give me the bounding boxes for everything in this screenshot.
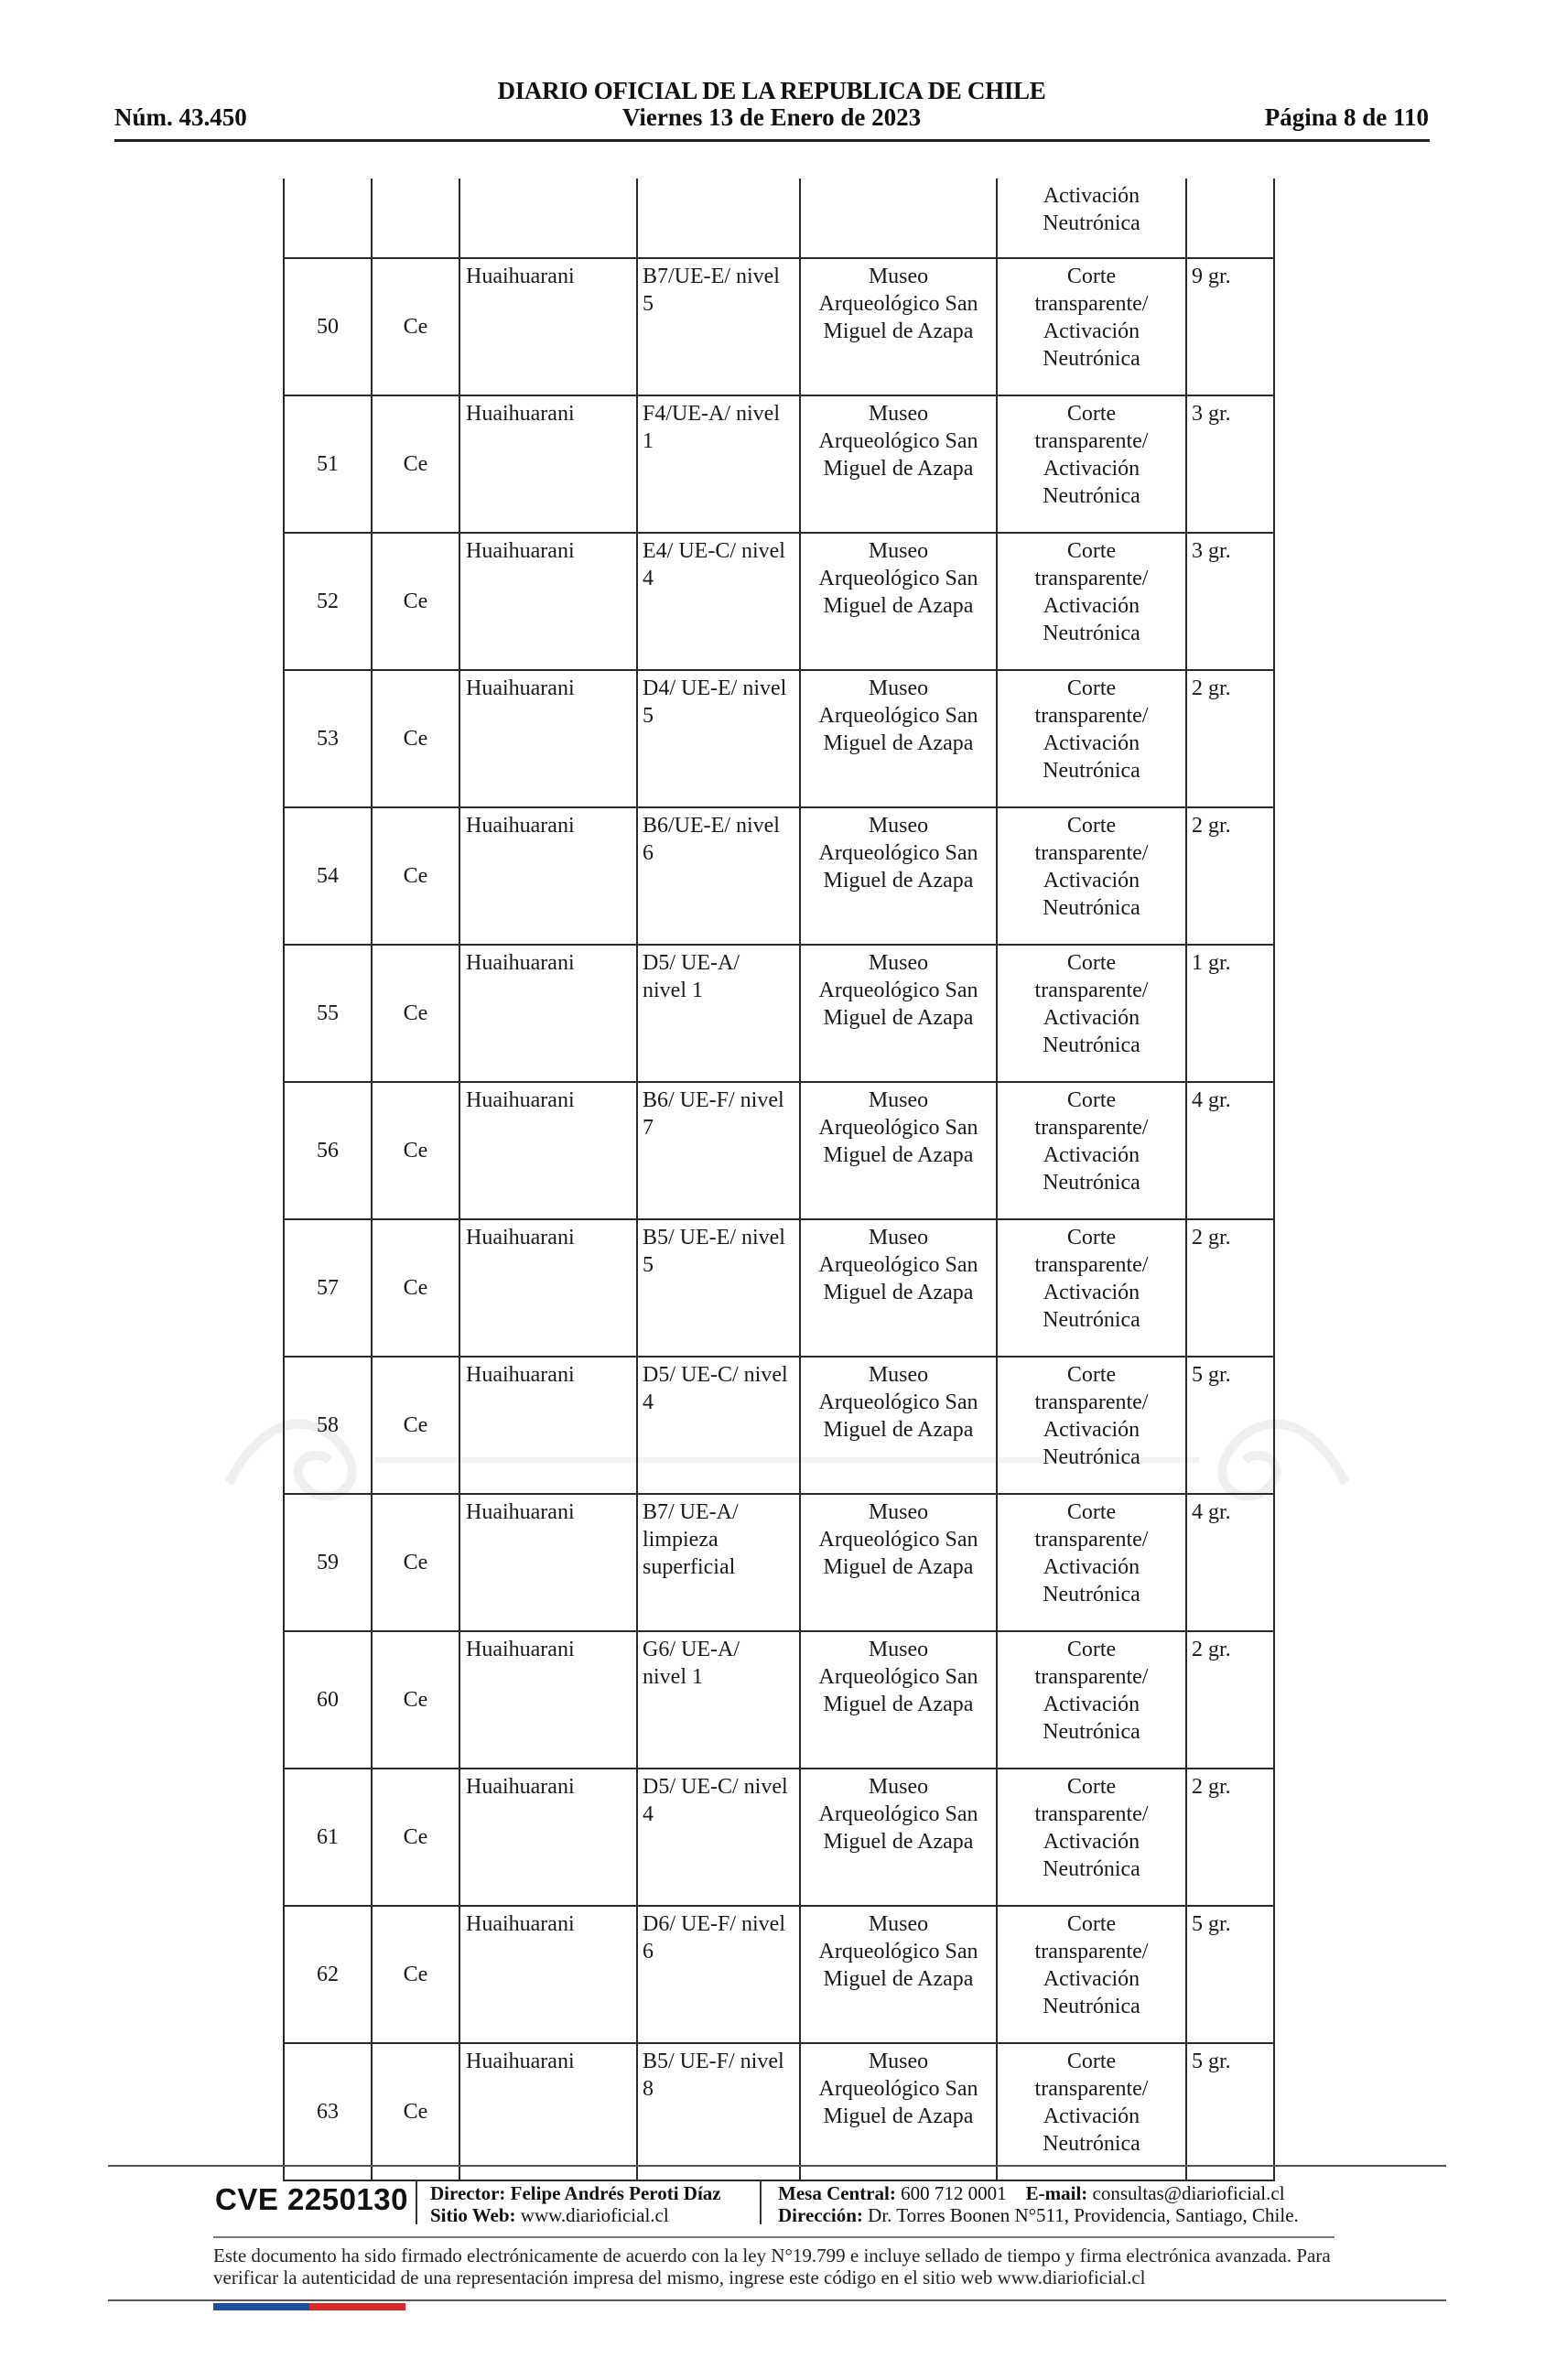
cell-line: Activación <box>1043 731 1140 755</box>
cell-line: Corte <box>1066 2050 1117 2073</box>
weight-cell: 1 gr. <box>1186 945 1274 1082</box>
site-cell: Huaihuarani <box>459 533 637 670</box>
site-cell: Huaihuarani <box>459 1082 637 1219</box>
email-link[interactable]: consultas@diarioficial.cl <box>1092 2182 1285 2204</box>
cell-line: Miguel de Azapa <box>823 457 974 481</box>
cell-line: 5 <box>643 1253 654 1277</box>
location-cell <box>637 945 800 1082</box>
cell-line: Neutrónica <box>1043 1171 1140 1195</box>
table-row <box>284 1631 1274 1769</box>
method-cell <box>997 945 1186 1082</box>
cell-line: Corte <box>1066 951 1117 975</box>
cell-line: Neutrónica <box>1043 896 1140 920</box>
method-cell <box>997 395 1186 533</box>
method-cell <box>997 1494 1186 1631</box>
element-symbol: Ce <box>372 1357 459 1494</box>
cell-line: Activación <box>1043 1830 1140 1854</box>
table-row <box>284 1494 1274 1631</box>
cell-line: transparente/ <box>1034 292 1149 316</box>
cell-line: Corte <box>1066 1226 1117 1250</box>
cell-line: Activación <box>1043 1418 1140 1442</box>
cell-line: Museo <box>868 539 929 563</box>
museum-cell <box>800 395 997 533</box>
cell-line: Miguel de Azapa <box>823 1555 974 1579</box>
location-cell <box>637 1631 800 1769</box>
method-cell <box>997 1769 1186 1906</box>
cell-line: Neutrónica <box>1043 347 1140 371</box>
cell-line: 5 <box>643 292 654 316</box>
cell-line: Museo <box>868 814 929 838</box>
cell-line: Corte <box>1066 265 1117 288</box>
method-cell <box>997 2043 1186 2180</box>
cell-line: Museo <box>868 2050 929 2073</box>
location-cell <box>637 1082 800 1219</box>
samples-table <box>283 178 1273 2181</box>
cve-code: CVE 2250130 <box>215 2182 408 2216</box>
table-row-continued <box>284 178 1274 258</box>
location-cell <box>637 395 800 533</box>
museum-cell <box>800 1494 997 1631</box>
museum-cell <box>800 2043 997 2180</box>
method-cell <box>997 807 1186 945</box>
cell-line: Activación <box>1043 184 1140 208</box>
cell-line: 5 <box>643 704 654 728</box>
weight-cell: 2 gr. <box>1186 1219 1274 1357</box>
cell-line: B6/UE-E/ nivel <box>643 814 780 838</box>
cell-line: B6/ UE-F/ nivel <box>643 1088 784 1112</box>
cell-line: Museo <box>868 676 929 700</box>
cell-line: D5/ UE-C/ nivel <box>643 1363 788 1387</box>
museum-cell <box>800 1631 997 1769</box>
address-label: Dirección: <box>778 2204 863 2226</box>
location-cell <box>637 1357 800 1494</box>
location-cell <box>637 807 800 945</box>
cell-line: superficial <box>643 1555 736 1579</box>
website-label: Sitio Web: <box>430 2204 516 2226</box>
cell-line: Miguel de Azapa <box>823 1418 974 1442</box>
empty-cell <box>1186 178 1274 258</box>
cell-line: Arqueológico San <box>818 1665 978 1689</box>
footer-divider-bottom <box>108 2299 1446 2301</box>
cell-line: 4 <box>643 1390 654 1414</box>
table-row <box>284 1357 1274 1494</box>
row-number: 55 <box>284 945 372 1082</box>
element-symbol: Ce <box>372 395 459 533</box>
cell-line: Museo <box>868 1363 929 1387</box>
cell-line: D5/ UE-A/ <box>643 951 740 975</box>
cell-line: Miguel de Azapa <box>823 594 974 618</box>
cell-line: D5/ UE-C/ nivel <box>643 1775 788 1799</box>
cell-line: Activación <box>1043 1006 1140 1030</box>
cell-line: Corte <box>1066 1638 1117 1661</box>
cell-line: Arqueológico San <box>818 979 978 1002</box>
cell-line: Arqueológico San <box>818 704 978 728</box>
cell-line: 6 <box>643 841 654 865</box>
cell-line: Miguel de Azapa <box>823 1830 974 1854</box>
cell-line: Neutrónica <box>1043 211 1140 235</box>
element-symbol: Ce <box>372 1631 459 1769</box>
cell-line: Arqueológico San <box>818 292 978 316</box>
weight-cell: 2 gr. <box>1186 670 1274 807</box>
site-cell: Huaihuarani <box>459 2043 637 2180</box>
cell-line: Arqueológico San <box>818 1802 978 1826</box>
table-row <box>284 395 1274 533</box>
footer-separator <box>760 2180 762 2224</box>
weight-cell: 4 gr. <box>1186 1082 1274 1219</box>
cell-line: F4/UE-A/ nivel <box>643 402 780 426</box>
cell-line: Museo <box>868 402 929 426</box>
issue-number: Núm. 43.450 <box>114 103 247 131</box>
cell-line: Arqueológico San <box>818 567 978 590</box>
table-row <box>284 1906 1274 2043</box>
cell-line: transparente/ <box>1034 1802 1149 1826</box>
cell-line: transparente/ <box>1034 1940 1149 1964</box>
method-cell <box>997 258 1186 395</box>
flag-blue-stripe <box>213 2303 309 2310</box>
cell-line: transparente/ <box>1034 2077 1149 2101</box>
cell-line: Arqueológico San <box>818 1940 978 1964</box>
method-cell <box>997 1631 1186 1769</box>
museum-cell <box>800 945 997 1082</box>
cell-line: Museo <box>868 951 929 975</box>
cell-line: Corte <box>1066 1088 1117 1112</box>
museum-cell <box>800 258 997 395</box>
method-cell <box>997 1906 1186 2043</box>
location-cell <box>637 670 800 807</box>
cell-line: nivel 1 <box>643 979 703 1002</box>
row-number: 50 <box>284 258 372 395</box>
footer-contact-block <box>778 2182 1299 2226</box>
site-cell: Huaihuarani <box>459 670 637 807</box>
footer-divider-mid <box>213 2236 1334 2238</box>
cell-line: Neutrónica <box>1043 1583 1140 1606</box>
cell-line: Corte <box>1066 1912 1117 1936</box>
cell-line: Museo <box>868 1912 929 1936</box>
address-text: Dr. Torres Boonen N°511, Providencia, Santiago, Chile. <box>868 2204 1299 2226</box>
weight-cell: 4 gr. <box>1186 1494 1274 1631</box>
cell-line: transparente/ <box>1034 1253 1149 1277</box>
cell-line: Activación <box>1043 457 1140 481</box>
museum-cell <box>800 533 997 670</box>
element-symbol: Ce <box>372 945 459 1082</box>
method-cell <box>997 670 1186 807</box>
cell-line: 8 <box>643 2077 654 2101</box>
weight-cell: 2 gr. <box>1186 1631 1274 1769</box>
row-number: 54 <box>284 807 372 945</box>
cell-line: Neutrónica <box>1043 1995 1140 2018</box>
footer-divider-top <box>108 2165 1446 2167</box>
cell-line: Activación <box>1043 594 1140 618</box>
empty-cell <box>459 178 637 258</box>
cell-line: Neutrónica <box>1043 622 1140 645</box>
weight-cell: 5 gr. <box>1186 2043 1274 2180</box>
method-cell <box>997 1357 1186 1494</box>
cell-line: Activación <box>1043 1967 1140 1991</box>
cell-line: transparente/ <box>1034 704 1149 728</box>
weight-cell: 5 gr. <box>1186 1357 1274 1494</box>
cell-line: Activación <box>1043 1143 1140 1167</box>
element-symbol: Ce <box>372 1906 459 2043</box>
empty-cell <box>372 178 459 258</box>
cell-line: 4 <box>643 1802 654 1826</box>
cell-line: Neutrónica <box>1043 2132 1140 2156</box>
empty-cell <box>637 178 800 258</box>
cell-line: D4/ UE-E/ nivel <box>643 676 787 700</box>
cell-line: Neutrónica <box>1043 1445 1140 1469</box>
cell-line: Arqueológico San <box>818 1390 978 1414</box>
cell-line: Miguel de Azapa <box>823 1693 974 1716</box>
cell-line: B7/ UE-A/ <box>643 1500 739 1524</box>
location-cell <box>637 1769 800 1906</box>
method-cell <box>997 533 1186 670</box>
legal-notice: Este documento ha sido firmado electrónicamente de acuerdo con la ley N°19.799 e incluye sellado de tiempo y firma electrónica avanzada. Para verificar la autenticidad de una representación impresa del mismo, ingrese este código en el sitio web www.diarioficial.cl <box>213 2245 1331 2288</box>
row-number: 57 <box>284 1219 372 1357</box>
museum-cell <box>800 1906 997 2043</box>
row-number: 61 <box>284 1769 372 1906</box>
cell-line: Corte <box>1066 402 1117 426</box>
weight-cell: 9 gr. <box>1186 258 1274 395</box>
cell-line: G6/ UE-A/ <box>643 1638 740 1661</box>
cell-line: Museo <box>868 1500 929 1524</box>
museum-cell <box>800 1219 997 1357</box>
footer-separator <box>416 2180 417 2224</box>
cell-line: transparente/ <box>1034 1390 1149 1414</box>
weight-cell: 5 gr. <box>1186 1906 1274 2043</box>
cell-line: Neutrónica <box>1043 1857 1140 1881</box>
phone-number: 600 712 0001 <box>901 2182 1007 2204</box>
cell-line: E4/ UE-C/ nivel <box>643 539 785 563</box>
method-cell <box>997 1219 1186 1357</box>
site-cell: Huaihuarani <box>459 1357 637 1494</box>
row-number: 52 <box>284 533 372 670</box>
location-cell <box>637 1494 800 1631</box>
element-symbol: Ce <box>372 1494 459 1631</box>
cell-line: Miguel de Azapa <box>823 869 974 892</box>
empty-cell <box>800 178 997 258</box>
cell-line: Arqueológico San <box>818 1528 978 1552</box>
site-cell: Huaihuarani <box>459 1906 637 2043</box>
director-label: Director: <box>430 2182 506 2204</box>
cell-line: Miguel de Azapa <box>823 2104 974 2128</box>
table-row <box>284 258 1274 395</box>
site-cell: Huaihuarani <box>459 258 637 395</box>
cell-line: Corte <box>1066 814 1117 838</box>
page-header <box>114 73 1429 142</box>
cell-line: Miguel de Azapa <box>823 1006 974 1030</box>
table-row <box>284 1082 1274 1219</box>
cell-line: Arqueológico San <box>818 2077 978 2101</box>
director-name: Felipe Andrés Peroti Díaz <box>510 2182 721 2204</box>
table-row <box>284 1219 1274 1357</box>
site-cell: Huaihuarani <box>459 945 637 1082</box>
museum-cell <box>800 807 997 945</box>
element-symbol: Ce <box>372 807 459 945</box>
row-number: 60 <box>284 1631 372 1769</box>
cell-line: Activación <box>1043 869 1140 892</box>
phone-label: Mesa Central: <box>778 2182 896 2204</box>
cell-line: Activación <box>1043 1281 1140 1304</box>
cell-line: Activación <box>1043 319 1140 343</box>
weight-cell: 2 gr. <box>1186 807 1274 945</box>
element-symbol: Ce <box>372 533 459 670</box>
weight-cell: 3 gr. <box>1186 395 1274 533</box>
cell-line: D6/ UE-F/ nivel <box>643 1912 785 1936</box>
location-cell <box>637 1906 800 2043</box>
table-row <box>284 670 1274 807</box>
empty-cell <box>284 178 372 258</box>
location-cell <box>637 533 800 670</box>
cell-line: Corte <box>1066 676 1117 700</box>
cell-line: transparente/ <box>1034 1665 1149 1689</box>
cell-line: transparente/ <box>1034 841 1149 865</box>
element-symbol: Ce <box>372 2043 459 2180</box>
cell-line: transparente/ <box>1034 1116 1149 1140</box>
element-symbol: Ce <box>372 1769 459 1906</box>
cell-line: B5/ UE-E/ nivel <box>643 1226 785 1250</box>
element-symbol: Ce <box>372 1082 459 1219</box>
weight-cell: 2 gr. <box>1186 1769 1274 1906</box>
museum-cell <box>800 670 997 807</box>
element-symbol: Ce <box>372 258 459 395</box>
location-cell <box>637 1219 800 1357</box>
row-number: 51 <box>284 395 372 533</box>
flag-stripe-icon <box>213 2303 405 2310</box>
cell-line: Corte <box>1066 539 1117 563</box>
cell-line: Neutrónica <box>1043 484 1140 508</box>
cell-line: Neutrónica <box>1043 1720 1140 1744</box>
cell-line: Arqueológico San <box>818 429 978 453</box>
location-cell <box>637 258 800 395</box>
museum-cell <box>800 1082 997 1219</box>
museum-cell <box>800 1357 997 1494</box>
cell-line: Neutrónica <box>1043 1308 1140 1332</box>
table-row <box>284 1769 1274 1906</box>
location-cell <box>637 2043 800 2180</box>
cell-line: Arqueológico San <box>818 1116 978 1140</box>
cell-line: Activación <box>1043 1693 1140 1716</box>
publication-title: DIARIO OFICIAL DE LA REPUBLICA DE CHILE <box>497 77 1046 104</box>
footer-director-block <box>430 2182 721 2226</box>
row-number: 63 <box>284 2043 372 2180</box>
flag-red-stripe <box>309 2303 405 2310</box>
email-label: E-mail: <box>1025 2182 1088 2204</box>
site-cell: Huaihuarani <box>459 1769 637 1906</box>
cell-line: Museo <box>868 1638 929 1661</box>
cell-line: Miguel de Azapa <box>823 731 974 755</box>
cell-line: transparente/ <box>1034 979 1149 1002</box>
row-number: 59 <box>284 1494 372 1631</box>
cell-line: Arqueológico San <box>818 841 978 865</box>
table-row <box>284 2043 1274 2180</box>
cell-line: B7/UE-E/ nivel <box>643 265 780 288</box>
method-cell <box>997 1082 1186 1219</box>
cell-line: transparente/ <box>1034 567 1149 590</box>
cell-line: Museo <box>868 1226 929 1250</box>
weight-cell: 3 gr. <box>1186 533 1274 670</box>
header-divider <box>114 139 1430 142</box>
cell-line: 4 <box>643 567 654 590</box>
cell-line: Corte <box>1066 1500 1117 1524</box>
row-number: 62 <box>284 1906 372 2043</box>
cell-line: Museo <box>868 1775 929 1799</box>
table-row <box>284 945 1274 1082</box>
cell-line: Corte <box>1066 1363 1117 1387</box>
issue-date: Viernes 13 de Enero de 2023 <box>621 103 922 131</box>
cell-line: transparente/ <box>1034 429 1149 453</box>
table-row <box>284 533 1274 670</box>
row-number: 58 <box>284 1357 372 1494</box>
cell-line: 1 <box>643 429 654 453</box>
cell-line: Miguel de Azapa <box>823 319 974 343</box>
method-cell <box>997 178 1186 258</box>
cell-line: Arqueológico San <box>818 1253 978 1277</box>
cell-line: Miguel de Azapa <box>823 1967 974 1991</box>
museum-cell <box>800 1769 997 1906</box>
cell-line: Neutrónica <box>1043 759 1140 783</box>
page-number: Página 8 de 110 <box>1264 103 1429 131</box>
cell-line: transparente/ <box>1034 1528 1149 1552</box>
element-symbol: Ce <box>372 670 459 807</box>
site-cell: Huaihuarani <box>459 1631 637 1769</box>
cell-line: 6 <box>643 1940 654 1964</box>
cell-line: Museo <box>868 1088 929 1112</box>
site-cell: Huaihuarani <box>459 395 637 533</box>
element-symbol: Ce <box>372 1219 459 1357</box>
cell-line: Museo <box>868 265 929 288</box>
site-cell: Huaihuarani <box>459 1494 637 1631</box>
cell-line: Activación <box>1043 1555 1140 1579</box>
cell-line: limpieza <box>643 1528 719 1552</box>
site-cell: Huaihuarani <box>459 807 637 945</box>
website-link[interactable]: www.diarioficial.cl <box>520 2204 669 2226</box>
table-row <box>284 807 1274 945</box>
row-number: 53 <box>284 670 372 807</box>
cell-line: Miguel de Azapa <box>823 1143 974 1167</box>
page-footer <box>108 2177 1446 2232</box>
cell-line: Neutrónica <box>1043 1033 1140 1057</box>
cell-line: Activación <box>1043 2104 1140 2128</box>
cell-line: 7 <box>643 1116 654 1140</box>
row-number: 56 <box>284 1082 372 1219</box>
cell-line: Miguel de Azapa <box>823 1281 974 1304</box>
cell-line: nivel 1 <box>643 1665 703 1689</box>
cell-line: Corte <box>1066 1775 1117 1799</box>
cell-line: B5/ UE-F/ nivel <box>643 2050 784 2073</box>
site-cell: Huaihuarani <box>459 1219 637 1357</box>
